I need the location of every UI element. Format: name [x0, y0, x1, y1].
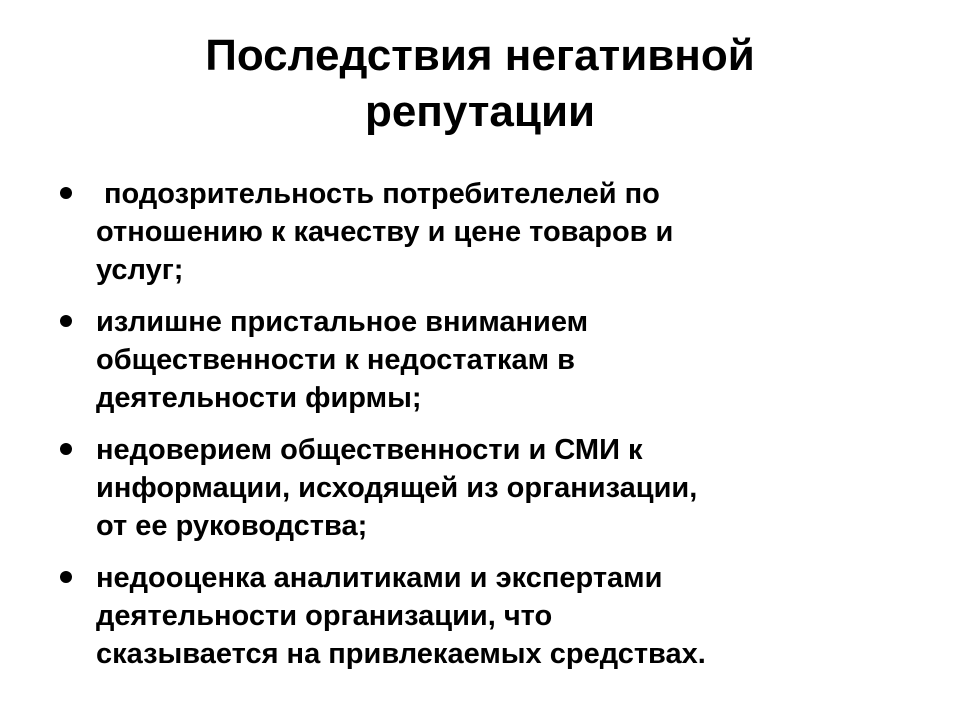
slide-title: [80, 28, 880, 140]
bullet-text-line: подозрительность потребителелей по: [104, 178, 660, 210]
bullet-text-line: услуг;: [96, 254, 184, 286]
bullet-dot-icon: [60, 443, 72, 455]
bullet-item: [0, 175, 960, 289]
bullet-text-line: деятельности организации, что: [96, 600, 553, 632]
bullet-item: [0, 431, 960, 545]
bullet-text-line: информации, исходящей из организации,: [96, 472, 698, 504]
bullet-text-line: сказывается на привлекаемых средствах.: [96, 638, 706, 670]
bullet-dot-icon: [60, 187, 72, 199]
bullet-item: [0, 559, 960, 673]
bullet-text-line: общественности к недостаткам в: [96, 344, 575, 376]
bullet-text-line: излишне пристальное вниманием: [96, 306, 589, 338]
slide-title-line: репутации: [364, 87, 596, 136]
bullet-item: [0, 303, 960, 417]
bullet-dot-icon: [60, 315, 72, 327]
bullet-text-line: деятельности фирмы;: [96, 382, 422, 414]
bullet-text-line: недооценка аналитиками и экспертами: [96, 562, 663, 594]
bullet-text-line: отношению к качеству и цене товаров и: [96, 216, 674, 248]
bullet-dot-icon: [60, 571, 72, 583]
bullet-list: [0, 175, 960, 687]
bullet-text-line: от ее руководства;: [96, 510, 368, 542]
slide-title-line: Последствия негативной: [205, 31, 755, 80]
bullet-text-line: недоверием общественности и СМИ к: [96, 434, 643, 466]
